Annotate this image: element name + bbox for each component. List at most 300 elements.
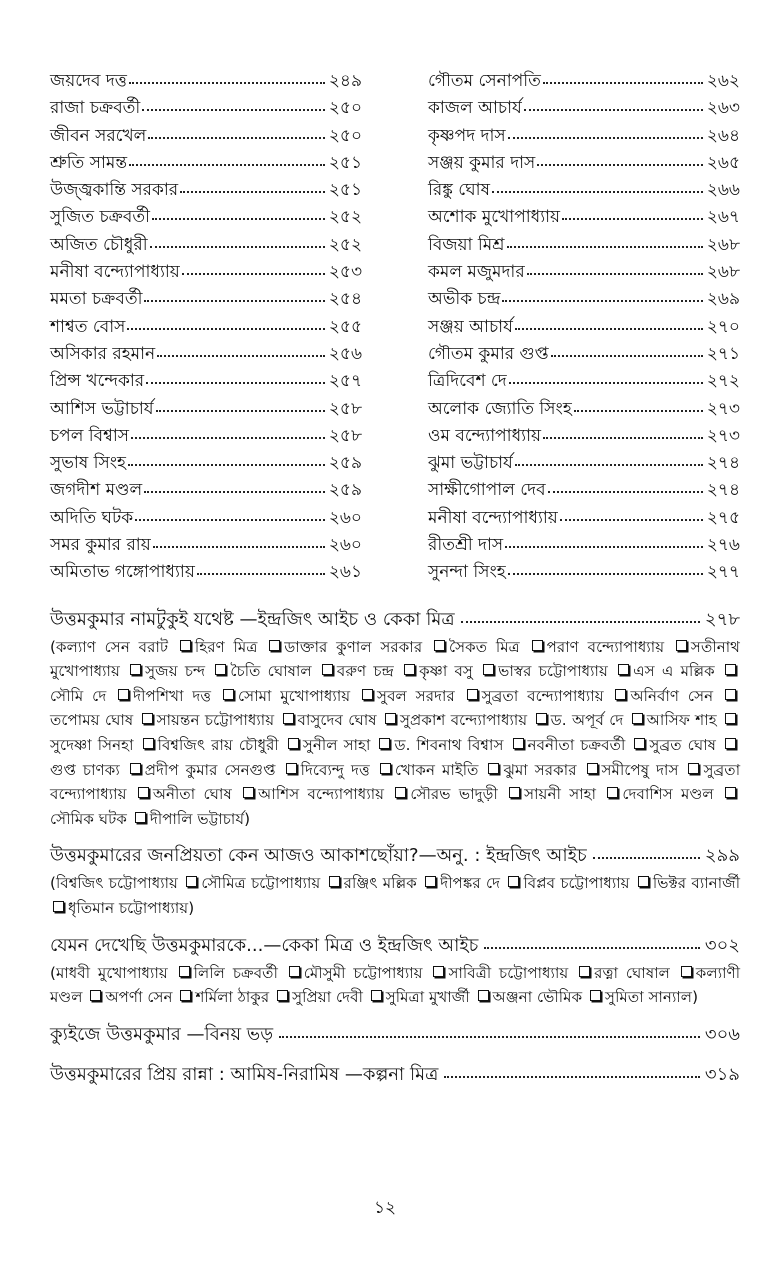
checkbox-bullet-icon [283, 713, 294, 724]
entry-page-number: ২৫৪ [328, 289, 362, 310]
contributor-name: ড. শিবনাথ বিশ্বাস [394, 736, 504, 755]
entry-page-number: ২৫৯ [328, 480, 362, 501]
checkbox-bullet-icon [288, 738, 299, 749]
toc-entry[interactable] [428, 204, 740, 231]
checkbox-bullet-icon [590, 990, 601, 1001]
checkbox-bullet-icon [478, 990, 489, 1001]
checkbox-bullet-icon [688, 763, 699, 774]
dot-leader [157, 355, 325, 357]
entry-page-number: ২৭৪ [706, 453, 740, 474]
checkbox-bullet-icon [269, 640, 280, 651]
entry-name: সমর কুমার রায় [50, 535, 151, 556]
dot-leader [527, 273, 703, 275]
contributor-name: সমীপেষু দাস [601, 760, 679, 779]
dot-leader [551, 355, 703, 357]
checkbox-bullet-icon [385, 713, 396, 724]
contributor-name: কল্যাণী মণ্ডল [50, 963, 741, 1007]
article-section [50, 931, 740, 1010]
toc-entry[interactable] [50, 204, 362, 231]
contributor-name: বিশ্বজিৎ রায় চৌধুরী [157, 736, 279, 755]
checkbox-bullet-icon [513, 738, 524, 749]
entry-name: উজ্জ্বকান্তি সরকার [50, 180, 179, 201]
checkbox-bullet-icon [142, 713, 153, 724]
entry-page-number: ২৫৯ [328, 453, 362, 474]
table-of-contents [50, 68, 740, 1100]
article-sections [50, 605, 740, 1090]
contributor-name: মাধবী মুখোপাধ্যায় [55, 963, 168, 982]
contributor-name: দেবাশিস মণ্ডল [622, 785, 714, 804]
entry-page-number: ২৫০ [328, 98, 362, 119]
dot-leader [142, 109, 325, 111]
checkbox-bullet-icon [215, 664, 226, 675]
entry-page-number: ২৫২ [328, 234, 362, 255]
contributor-name: অঞ্জনা ভৌমিক [492, 988, 583, 1007]
checkbox-bullet-icon [130, 664, 141, 675]
contributor-name: রত্না ঘোষাল [594, 963, 670, 982]
entry-name: সঞ্জয় আচার্য [428, 316, 513, 337]
toc-entry[interactable] [428, 477, 740, 504]
toc-entry[interactable] [50, 477, 362, 504]
checkbox-bullet-icon [289, 966, 300, 977]
entry-page-number: ২৬০ [328, 535, 362, 556]
contributor-name: পরাণ বন্দ্যোপাধ্যায় [546, 637, 665, 656]
dot-leader [129, 164, 325, 166]
entry-name: সাক্ষীগোপাল দেব [428, 480, 546, 501]
checkbox-bullet-icon [615, 689, 626, 700]
contributor-name: অনির্বাণ সেন [630, 686, 714, 705]
contributor-name: সুমিতা সান্যাল [605, 988, 693, 1007]
contributor-name: গুপ্ত চাণক্য [50, 760, 120, 779]
contributor-name: লিলি চক্রবর্তী [193, 963, 278, 982]
contributor-name: সুমিত্রা মুখার্জী [385, 988, 470, 1007]
entry-page-number: ২৫৬ [328, 343, 362, 364]
contributor-name: সৌমিক ঘটক [50, 809, 128, 828]
contributor-name: দীপঙ্কর দে [440, 874, 501, 893]
article-section [50, 841, 740, 920]
checkbox-bullet-icon [483, 664, 494, 675]
checkbox-bullet-icon [180, 640, 191, 651]
toc-entry[interactable] [428, 396, 740, 423]
entry-name: বিজয়া মিশ্র [428, 234, 505, 255]
toc-entry[interactable] [428, 95, 740, 122]
article-section [50, 1060, 740, 1090]
toc-entry[interactable] [428, 559, 740, 586]
contributor-name: ধৃতিমান চট্টোপাধ্যায় [68, 898, 189, 917]
article-section [50, 1020, 740, 1050]
toc-entry[interactable] [428, 450, 740, 477]
checkbox-bullet-icon [434, 640, 445, 651]
toc-entry[interactable] [50, 559, 362, 586]
toc-entry[interactable] [50, 314, 362, 341]
dot-leader [509, 382, 703, 384]
toc-entry[interactable] [50, 532, 362, 559]
entry-page-number: ২৫০ [328, 125, 362, 146]
checkbox-bullet-icon [329, 876, 340, 887]
entry-name: অসিকার রহমান [50, 343, 156, 364]
entry-page-number: ২৭৭ [706, 562, 740, 583]
entry-page-number: ২৭৩ [706, 398, 740, 419]
dot-leader [543, 82, 703, 84]
dot-leader [156, 410, 325, 412]
contributor-name: সুপ্রকাশ বন্দ্যোপাধ্যায় [399, 711, 528, 730]
toc-entry[interactable] [50, 95, 362, 122]
toc-entry[interactable] [50, 68, 362, 95]
section-heading[interactable] [50, 931, 740, 961]
checkbox-bullet-icon [725, 787, 736, 798]
entry-name: সুভাষ সিংহ [50, 453, 126, 474]
contributor-list: (বিশ্বজিৎ চট্টোপাধ্যায় সৌমিত্র চট্টোপাধ্যায় রঞ্জিৎ মল্লিক দীপঙ্কর দে বিপ্লব চট্টোপাধ্যায় ভিক্টর ব্যানার্জী ধৃতিমান চট্টোপাধ্যায়) [50, 874, 741, 917]
dot-leader [131, 437, 325, 439]
dot-leader [150, 246, 325, 248]
checkbox-bullet-icon [467, 689, 478, 700]
checkbox-bullet-icon [509, 787, 520, 798]
contributor-name: সায়নী সাহা [524, 785, 597, 804]
contributor-name: সৌরভ ভাদুড়ী [410, 785, 498, 804]
checkbox-bullet-icon [725, 689, 736, 700]
dot-leader [144, 491, 325, 493]
contributor-name: মৌসুমী চট্টোপাধ্যায় [303, 963, 423, 982]
toc-entry[interactable] [428, 368, 740, 395]
toc-entry[interactable] [50, 396, 362, 423]
checkbox-bullet-icon [362, 689, 373, 700]
contributor-name: অনীতা ঘোষ [152, 785, 232, 804]
checkbox-bullet-icon [587, 763, 598, 774]
page-number: ১২ [373, 1198, 397, 1218]
checkbox-bullet-icon [143, 738, 154, 749]
dot-leader [560, 519, 703, 521]
dot-leader [128, 464, 325, 466]
dot-leader [515, 328, 703, 330]
contributor-list: (মাধবী মুখোপাধ্যায় লিলি চক্রবর্তী মৌসুমী চট্টোপাধ্যায় সাবিত্রী চট্টোপাধ্যায় রত্না ঘোষাল কল্যাণী মণ্ডল অপর্ণা সেন শর্মিলা ঠাকুর সুপ্রিয়া দেবী সুমিত্রা মুখার্জী অঞ্জনা ভৌমিক সুমিতা সান্যাল) [50, 963, 741, 1007]
entry-page-number: ২৬৮ [706, 262, 740, 283]
entry-name: অভীক চন্দ্র [428, 289, 501, 310]
checkbox-bullet-icon [676, 640, 687, 651]
contributor-name: সুজয় চন্দ [145, 662, 206, 681]
section-title: যেমন দেখেছি উত্তমকুমারকে...—কেকা মিত্র ও ইন্দ্রজিৎ আইচ [50, 934, 479, 956]
dot-leader [144, 300, 324, 302]
section-page-number: ৩১৯ [704, 1063, 740, 1085]
dot-leader [153, 546, 325, 548]
entry-page-number: ২৫৮ [328, 425, 362, 446]
toc-entry[interactable] [50, 123, 362, 150]
checkbox-bullet-icon [425, 876, 436, 887]
entry-page-number: ২৫১ [328, 180, 362, 201]
checkbox-bullet-icon [433, 966, 444, 977]
contributor-name: সৌমি দে [50, 686, 107, 705]
entry-name: ত্রিদিবেশ দে [428, 371, 507, 392]
dot-leader [505, 546, 703, 548]
checkbox-bullet-icon [638, 876, 649, 887]
entry-name: প্রিন্স খন্দেকার [50, 371, 145, 392]
checkbox-bullet-icon [130, 763, 141, 774]
entry-page-number: ২৬৭ [706, 207, 740, 228]
checkbox-bullet-icon [681, 966, 692, 977]
contributor-name: হিরণ মিত্র [194, 637, 258, 656]
dot-leader [574, 410, 703, 412]
dot-leader [146, 382, 325, 384]
contributor-name: সায়ন্তন চট্টোপাধ্যায় [156, 711, 275, 730]
checkbox-bullet-icon [395, 787, 406, 798]
entry-name: অশোক মুখোপাধ্যায় [428, 207, 561, 228]
toc-entry[interactable] [428, 177, 740, 204]
contributor-name: ডাক্তার কুণাল সরকার [284, 637, 423, 656]
section-heading[interactable] [50, 1060, 740, 1090]
contributor-name: ভাস্বর চট্টোপাধ্যায় [498, 662, 608, 681]
dot-leader [537, 164, 703, 166]
checkbox-bullet-icon [488, 763, 499, 774]
entry-page-number: ২৭০ [706, 316, 740, 337]
contributor-name: কল্যাণ সেন বরাট [55, 637, 169, 656]
entry-page-number: ২৫৭ [328, 371, 362, 392]
entry-page-number: ২৬৬ [706, 180, 740, 201]
contributor-name: সুব্রতা বন্দ্যোপাধ্যায় [481, 686, 604, 705]
contributor-name: দীপালি ভট্টাচার্য [149, 809, 245, 828]
entry-name: অলোক জ্যোতি সিংহ [428, 398, 572, 419]
entry-name: আশিস ভট্টাচার্য [50, 398, 154, 419]
section-page-number: ৩০৬ [704, 1023, 740, 1045]
entry-page-number: ২৫৮ [328, 398, 362, 419]
entry-name: রীতশ্রী দাস [428, 535, 504, 556]
entry-name: ওম বন্দ্যোপাধ্যায় [428, 425, 542, 446]
article-section [50, 605, 740, 832]
entry-page-number: ২৫২ [328, 207, 362, 228]
contributor-name: আসিফ শাহ [646, 711, 717, 730]
entry-name: সুনন্দা সিংহ [428, 562, 506, 583]
toc-entry[interactable] [50, 341, 362, 368]
entry-page-number: ২৭১ [706, 343, 740, 364]
section-title: উত্তমকুমার নামটুকুই যথেষ্ট —ইন্দ্রজিৎ আইচ ও কেকা মিত্র [50, 608, 455, 630]
entry-page-number: ২৭৬ [706, 535, 740, 556]
dot-leader [548, 491, 703, 493]
checkbox-bullet-icon [725, 713, 736, 724]
dot-leader [129, 82, 325, 84]
toc-entry[interactable] [428, 341, 740, 368]
contributor-name: সুব্রতা বন্দ্যোপাধ্যায় [50, 760, 741, 804]
checkbox-bullet-icon [90, 990, 101, 1001]
entry-name: অমিতাভ গঙ্গোপাধ্যায় [50, 562, 195, 583]
toc-entry[interactable] [428, 150, 740, 177]
toc-entry[interactable] [428, 532, 740, 559]
entry-name: জয়দেব দত্ত [50, 71, 127, 91]
contributor-list: (কল্যাণ সেন বরাট হিরণ মিত্র ডাক্তার কুণাল সরকার সৈকত মিত্র পরাণ বন্দ্যোপাধ্যায় সতীনাথ মুখোপাধ্যায় সুজয় চন্দ চৈতি ঘোষাল বরুণ চন্দ্র কৃষ্ণা বসু ভাস্বর চট্টোপাধ্যায় এস এ মল্লিক সৌমি দে দীপশিখা দত্ত সোমা মুখোপাধ্যায় সুবল সরদার সুব্রতা বন্দ্যোপাধ্যায় অনির্বাণ সেন তপোময় ঘোষ সায়ন্তন চট্টোপাধ্যায় বাসুদেব ঘোষ সুপ্রকাশ বন্দ্যোপাধ্যায় ড. অপূর্ব দে আসিফ শাহ সুদেষ্ণা সিনহা বিশ্বজিৎ রায় চৌধুরী সুনীল সাহা ড. শিবনাথ বিশ্বাস নবনীতা চক্রবর্তী সুব্রত ঘোষ গুপ্ত চাণক্য প্রদীপ কুমার সেনগুপ্ত দিব্যেন্দু দত্ত খোকন মাইতি ঝুমা সরকার সমীপেষু দাস সুব্রতা বন্দ্যোপাধ্যায় অনীতা ঘোষ আশিস বন্দ্যোপাধ্যায় সৌরভ ভাদুড়ী সায়নী সাহা দেবাশিস মণ্ডল সৌমিক ঘটক দীপালি ভট্টাচার্য) [50, 637, 741, 828]
toc-entry[interactable] [50, 450, 362, 477]
contributor-name: প্রদীপ কুমার সেনগুপ্ত [144, 760, 276, 779]
entry-name: অজিত চৌধুরী [50, 234, 148, 255]
section-page-number: ৩০২ [704, 934, 740, 956]
toc-entry[interactable] [50, 177, 362, 204]
dot-leader [508, 137, 703, 139]
section-title: উত্তমকুমারের জনপ্রিয়তা কেন আজও আকাশছোঁয়া?—অনু. : ইন্দ্রজিৎ আইচ [50, 845, 587, 867]
section-heading[interactable] [50, 841, 740, 871]
entry-page-number: ২৪৯ [328, 71, 362, 91]
toc-entry[interactable] [428, 314, 740, 341]
contributor-name: শর্মিলা ঠাকুর [195, 988, 270, 1007]
contributor-name: ড. অপূর্ব দে [550, 711, 624, 730]
checkbox-bullet-icon [607, 787, 618, 798]
checkbox-bullet-icon [532, 640, 543, 651]
checkbox-bullet-icon [579, 966, 590, 977]
contributor-name: খোকন মাইতি [394, 760, 479, 779]
checkbox-bullet-icon [286, 763, 297, 774]
contributor-name: সতীনাথ মুখোপাধ্যায় [50, 637, 740, 681]
dot-leader [197, 573, 325, 575]
entry-name: কাজল আচার্য [428, 98, 522, 119]
checkbox-bullet-icon [508, 876, 519, 887]
contributor-name: সুবল সরদার [377, 686, 455, 705]
toc-entry[interactable] [50, 423, 362, 450]
contributor-name: চৈতি ঘোষাল [230, 662, 312, 681]
toc-entry[interactable] [50, 150, 362, 177]
toc-entry[interactable] [50, 505, 362, 532]
entry-name: রাজা চক্রবর্তী [50, 98, 141, 119]
contributor-name: দীপশিখা দত্ত [133, 686, 212, 705]
checkbox-bullet-icon [53, 901, 64, 912]
dot-leader [508, 573, 703, 575]
checkbox-bullet-icon [277, 990, 288, 1001]
entry-page-number: ২৬২ [706, 71, 740, 91]
checkbox-bullet-icon [634, 738, 645, 749]
dot-leader [135, 519, 325, 521]
toc-entry[interactable] [428, 505, 740, 532]
dot-leader [515, 464, 703, 466]
entry-name: কৃষ্ণপদ দাস [428, 125, 506, 146]
checkbox-bullet-icon [379, 738, 390, 749]
checkbox-bullet-icon [138, 787, 149, 798]
dot-leader [127, 328, 325, 330]
contributor-name: নবনীতা চক্রবর্তী [527, 736, 626, 755]
dot-leader [279, 1036, 700, 1038]
dot-leader [543, 437, 703, 439]
contributor-name: রঞ্জিৎ মল্লিক [343, 874, 417, 893]
entry-name: চপল বিশ্বাস [50, 425, 129, 446]
checkbox-bullet-icon [223, 689, 234, 700]
checkbox-bullet-icon [179, 966, 190, 977]
dot-leader [484, 947, 699, 949]
dot-leader [444, 1076, 700, 1078]
contributor-name: এস এ মল্লিক [633, 662, 715, 681]
contributor-name: সৈকত মিত্র [448, 637, 520, 656]
checkbox-bullet-icon [186, 876, 197, 887]
right-column [428, 68, 740, 587]
dot-leader [461, 621, 700, 623]
entry-page-number: ২৬৮ [706, 234, 740, 255]
entry-page-number: ২৬৪ [706, 125, 740, 146]
entry-page-number: ২৭৪ [706, 480, 740, 501]
checkbox-bullet-icon [180, 990, 191, 1001]
toc-entry[interactable] [428, 423, 740, 450]
contributor-name: ঝুমা সরকার [503, 760, 577, 779]
section-heading[interactable] [50, 1020, 740, 1050]
contributor-name: সাবিত্রী চট্টোপাধ্যায় [448, 963, 569, 982]
contributor-name: সুনীল সাহা [302, 736, 371, 755]
toc-entry[interactable] [428, 259, 740, 286]
contributor-name: বিশ্বজিৎ চট্টোপাধ্যায় [55, 874, 179, 893]
entry-page-number: ২৬৩ [706, 98, 740, 119]
section-page-number: ২৯৯ [704, 845, 740, 867]
entry-name: জীবন সরখেল [50, 125, 147, 146]
entry-page-number: ২৭৫ [706, 507, 740, 528]
entry-name: গৌতম কুমার গুপ্ত [428, 343, 549, 364]
checkbox-bullet-icon [322, 664, 333, 675]
checkbox-bullet-icon [118, 689, 129, 700]
dot-leader [507, 246, 703, 248]
contributor-name: সুদেষ্ণা সিনহা [50, 736, 134, 755]
entry-page-number: ২৭৩ [706, 425, 740, 446]
entry-name: জগদীশ মণ্ডল [50, 480, 143, 501]
dot-leader [492, 191, 703, 193]
entry-page-number: ২৭২ [706, 371, 740, 392]
entry-name: অদিতি ঘটক [50, 507, 134, 528]
entry-page-number: ২৫১ [328, 152, 362, 173]
entry-name: সুজিত চক্রবর্তী [50, 207, 150, 228]
contributor-name: অপর্ণা সেন [105, 988, 173, 1007]
contributor-name: ভিক্টর ব্যানার্জী [652, 874, 741, 893]
checkbox-bullet-icon [243, 787, 254, 798]
dot-leader [502, 300, 702, 302]
contributor-name: বরুণ চন্দ্র [336, 662, 394, 681]
contributor-name: সোমা মুখোপাধ্যায় [238, 686, 351, 705]
entry-page-number: ২৬০ [328, 507, 362, 528]
contributor-name: আশিস বন্দ্যোপাধ্যায় [258, 785, 385, 804]
checkbox-bullet-icon [618, 664, 629, 675]
checkbox-bullet-icon [404, 664, 415, 675]
entry-page-number: ২৬৫ [706, 152, 740, 173]
section-title: উত্তমকুমারের প্রিয় রান্না : আমিষ-নিরামিষ —কল্পনা মিত্র [50, 1063, 439, 1085]
toc-entry[interactable] [50, 259, 362, 286]
contributor-name: সৌমিত্র চট্টোপাধ্যায় [201, 874, 321, 893]
dot-leader [148, 137, 325, 139]
entry-name: মনীষা বন্দ্যোপাধ্যায় [50, 262, 180, 283]
entry-page-number: ২৫৩ [328, 262, 362, 283]
contributor-name: দিব্যেন্দু দত্ত [300, 760, 370, 779]
checkbox-bullet-icon [371, 990, 382, 1001]
dot-leader [524, 109, 703, 111]
checkbox-bullet-icon [380, 763, 391, 774]
checkbox-bullet-icon [135, 812, 146, 823]
dot-leader [180, 191, 325, 193]
checkbox-bullet-icon [632, 713, 643, 724]
entry-name: শ্রুতি সামন্ত [50, 152, 128, 173]
toc-entry[interactable] [428, 123, 740, 150]
toc-entry[interactable] [428, 232, 740, 259]
entry-name: গৌতম সেনাপতি [428, 71, 541, 91]
contributor-name: বাসুদেব ঘোষ [297, 711, 377, 730]
entry-name: মনীষা বন্দ্যোপাধ্যায় [428, 507, 558, 528]
section-page-number: ২৭৮ [704, 608, 740, 630]
toc-entry[interactable] [428, 68, 740, 95]
entry-name: মমতা চক্রবর্তী [50, 289, 143, 310]
entry-name: সঞ্জয় কুমার দাস [428, 152, 536, 173]
entry-page-number: ২৬৯ [706, 289, 740, 310]
checkbox-bullet-icon [725, 738, 736, 749]
toc-entry[interactable] [50, 286, 362, 313]
dot-leader [562, 218, 703, 220]
checkbox-bullet-icon [536, 713, 547, 724]
section-heading[interactable] [50, 605, 740, 635]
section-title: ক্যুইজে উত্তমকুমার —বিনয় ভড় [50, 1023, 274, 1045]
toc-entry[interactable] [50, 232, 362, 259]
entry-name: ঝুমা ভট্টাচার্য [428, 453, 513, 474]
left-column [50, 68, 362, 587]
toc-entry[interactable] [50, 368, 362, 395]
dot-leader [152, 218, 325, 220]
entry-page-number: ২৫৫ [328, 316, 362, 337]
contributor-name: তপোময় ঘোষ [50, 711, 134, 730]
dot-leader [182, 273, 325, 275]
toc-entry[interactable] [428, 286, 740, 313]
dot-leader [593, 857, 700, 859]
contributor-name: সুপ্রিয়া দেবী [292, 988, 363, 1007]
